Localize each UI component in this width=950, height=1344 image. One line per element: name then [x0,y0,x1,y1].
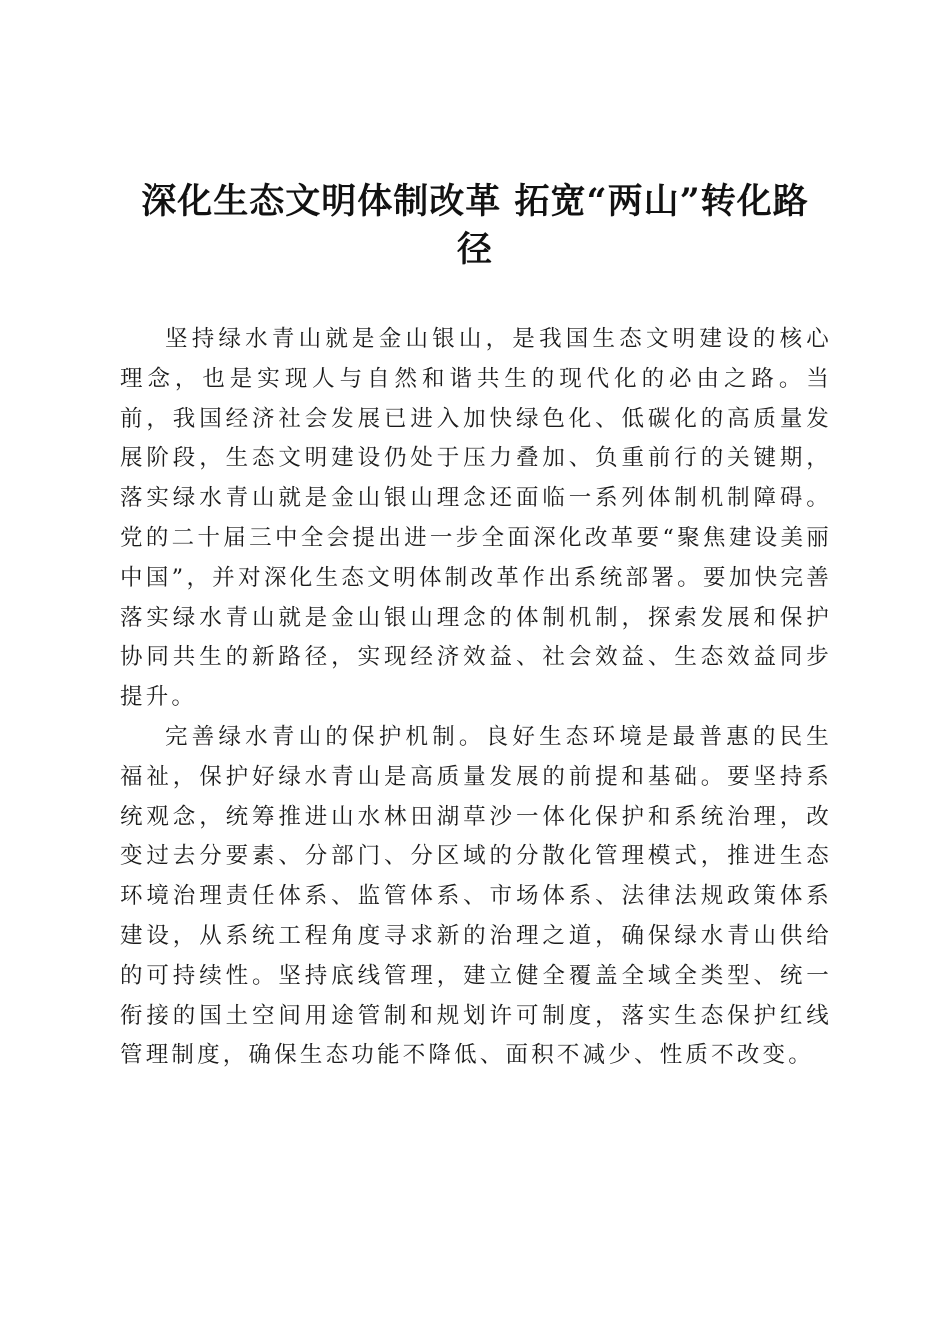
body-paragraph-1: 坚持绿水青山就是金山银山，是我国生态文明建设的核心理念，也是实现人与自然和谐共生的现代化的必由之路。当前，我国经济社会发展已进入加快绿色化、低碳化的高质量发展阶段，生态文明建设仍处于压力叠加、负重前行的关键期，落实绿水青山就是金山银山理念还面临一系列体制机制障碍。党的二十届三中全会提出进一步全面深化改革要“聚焦建设美丽中国”，并对深化生态文明体制改革作出系统部署。要加快完善落实绿水青山就是金山银山理念的体制机制，探索发展和保护协同共生的新路径，实现经济效益、社会效益、生态效益同步提升。 [120,326,832,711]
document-body [120,320,832,1076]
document-title-line-1: 深化生态文明体制改革 拓宽“两山”转化路 [141,181,809,222]
document-title [120,178,830,274]
document-title-line-2: 径 [456,229,493,270]
body-paragraph-2: 完善绿水青山的保护机制。良好生态环境是最普惠的民生福祉，保护好绿水青山是高质量发展的前提和基础。要坚持系统观念，统筹推进山水林田湖草沙一体化保护和系统治理，改变过去分要素、分部门、分区域的分散化管理模式，推进生态环境治理责任体系、监管体系、市场体系、法律法规政策体系建设，从系统工程角度寻求新的治理之道，确保绿水青山供给的可持续性。坚持底线管理，建立健全覆盖全域全类型、统一衔接的国土空间用途管制和规划许可制度，落实生态保护红线管理制度，确保生态功能不降低、面积不减少、性质不改变。 [120,723,832,1069]
